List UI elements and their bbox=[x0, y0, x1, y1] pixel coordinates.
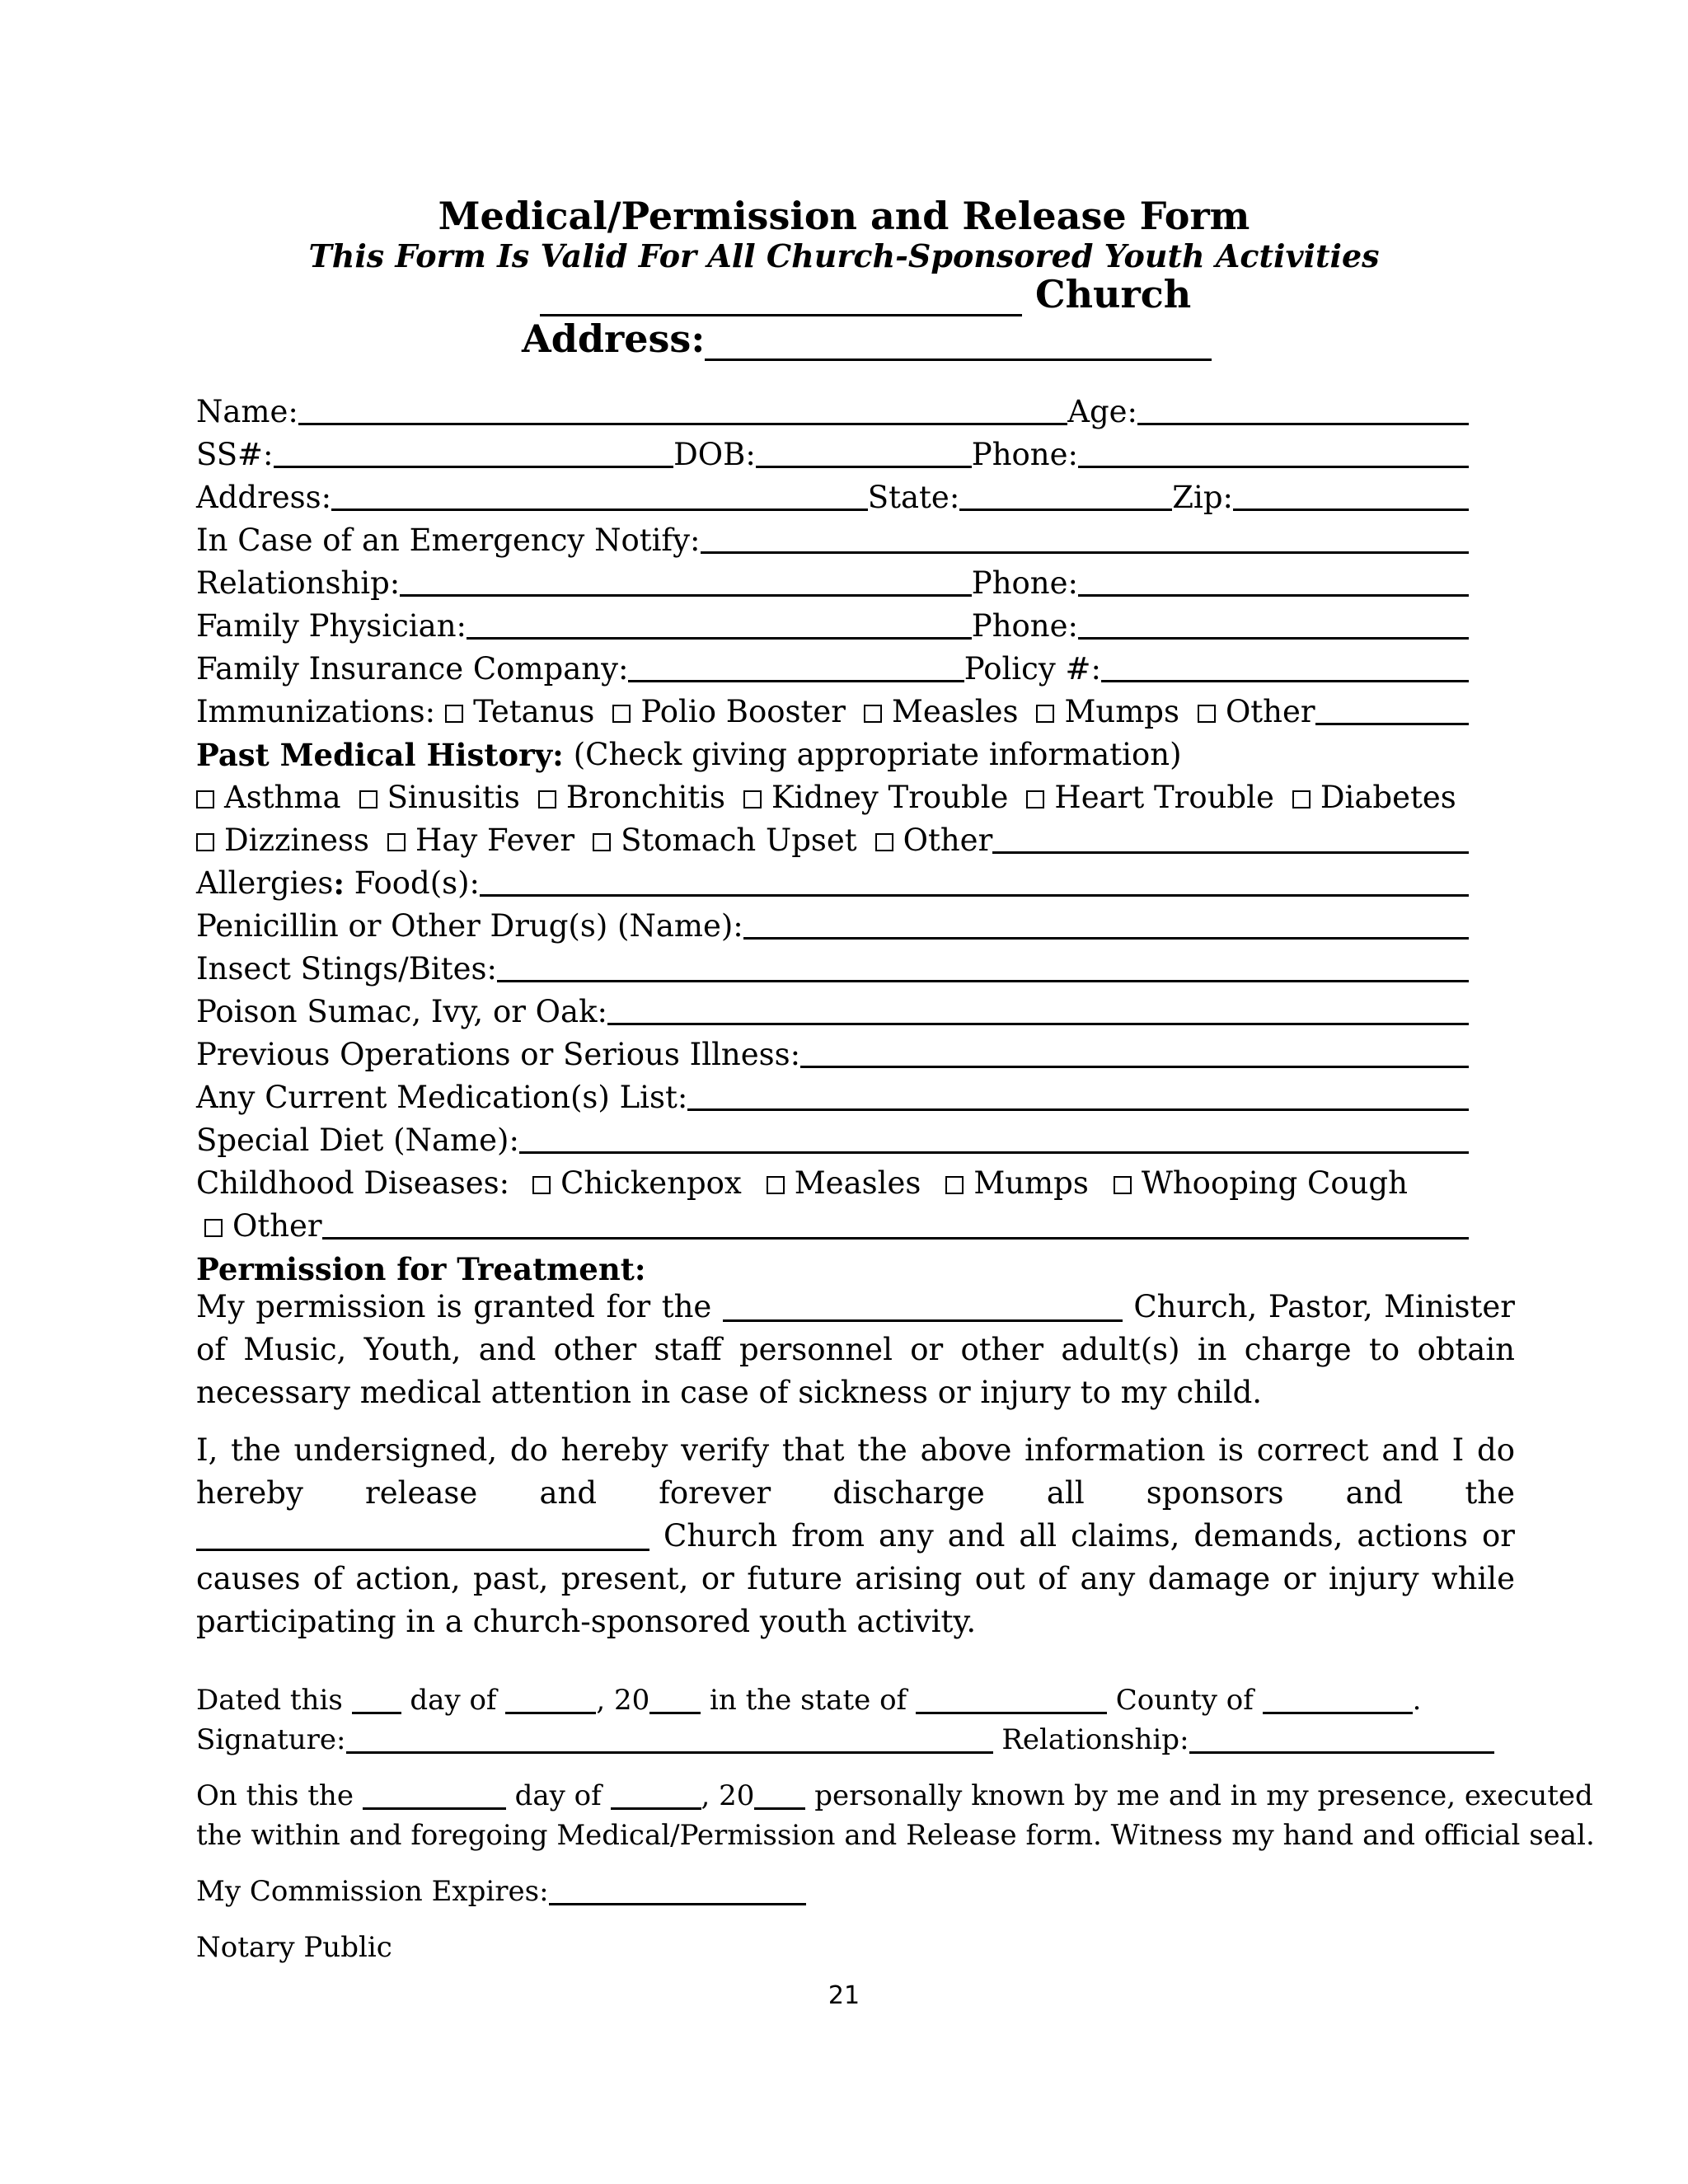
physician-label: Family Physician: bbox=[196, 608, 467, 644]
checkbox-icon[interactable] bbox=[204, 1219, 223, 1237]
emergency-label: In Case of an Emergency Notify: bbox=[196, 523, 701, 558]
insurance-label: Family Insurance Company: bbox=[196, 651, 629, 687]
history-dizziness[interactable]: Dizziness bbox=[196, 823, 369, 859]
relationship-field[interactable] bbox=[400, 561, 972, 597]
drug-row bbox=[196, 902, 1469, 944]
immunization-polio[interactable]: Polio Booster bbox=[612, 694, 846, 730]
dated-month-blank[interactable] bbox=[505, 1682, 596, 1714]
allergies-food-row bbox=[196, 859, 1469, 902]
immunization-other[interactable]: Other bbox=[1198, 694, 1315, 730]
operations-row bbox=[196, 1030, 1469, 1073]
phone-label: Phone: bbox=[971, 437, 1078, 472]
checkbox-icon[interactable] bbox=[387, 833, 406, 851]
notary-line-1: On this the day of , 20 personally known by me and in my presence, executed bbox=[196, 1779, 1593, 1812]
zip-label: Zip: bbox=[1172, 480, 1233, 515]
history-note: (Check giving appropriate information) bbox=[573, 737, 1182, 772]
immunization-tetanus[interactable]: Tetanus bbox=[445, 694, 594, 730]
allergies-colon: : bbox=[333, 865, 345, 902]
childhood-whooping-cough[interactable]: Whooping Cough bbox=[1114, 1165, 1408, 1202]
history-bronchitis[interactable]: Bronchitis bbox=[538, 780, 725, 816]
history-sinusitis[interactable]: Sinusitis bbox=[359, 780, 520, 816]
history-label: Past Medical History: bbox=[196, 737, 564, 773]
childhood-measles[interactable]: Measles bbox=[767, 1165, 921, 1202]
relationship-label: Relationship: bbox=[196, 565, 401, 601]
diet-row bbox=[196, 1116, 1469, 1159]
checkbox-icon[interactable] bbox=[1198, 705, 1216, 723]
phone-label: Phone: bbox=[971, 608, 1078, 644]
immunization-mumps[interactable]: Mumps bbox=[1036, 694, 1179, 730]
zip-field[interactable] bbox=[1233, 476, 1469, 511]
notary-day-blank[interactable] bbox=[363, 1778, 506, 1810]
address-label: Address: bbox=[196, 480, 332, 515]
policy-label: Policy #: bbox=[964, 651, 1101, 687]
signature-line: Signature: Relationship: bbox=[196, 1721, 1494, 1759]
state-field[interactable] bbox=[959, 476, 1172, 511]
notary-month-blank[interactable] bbox=[611, 1778, 701, 1810]
history-diabetes[interactable]: Diabetes bbox=[1292, 780, 1456, 816]
diet-field[interactable] bbox=[519, 1118, 1469, 1154]
childhood-other-field[interactable] bbox=[322, 1204, 1469, 1240]
ss-row bbox=[196, 430, 1469, 473]
church-name-line bbox=[540, 272, 1191, 316]
poison-label: Poison Sumac, Ivy, or Oak: bbox=[196, 994, 607, 1029]
age-label: Age: bbox=[1067, 394, 1137, 429]
history-row-2 bbox=[196, 816, 1469, 859]
dated-state-blank[interactable] bbox=[916, 1682, 1107, 1714]
policy-field[interactable] bbox=[1101, 647, 1469, 682]
physician-field[interactable] bbox=[467, 604, 972, 640]
checkbox-icon[interactable] bbox=[1036, 705, 1054, 723]
drug-label: Penicillin or Other Drug(s) (Name): bbox=[196, 908, 743, 944]
history-asthma[interactable]: Asthma bbox=[196, 780, 341, 816]
dob-field[interactable] bbox=[756, 433, 972, 468]
drug-allergy-field[interactable] bbox=[743, 904, 1469, 940]
phone-field[interactable] bbox=[1078, 433, 1469, 468]
allergies-label: Allergies bbox=[196, 865, 334, 901]
dated-line: Dated this day of , 20 in the state of County of . bbox=[196, 1684, 1422, 1717]
relationship-phone-field[interactable] bbox=[1078, 561, 1469, 597]
immunizations-label: Immunizations: bbox=[196, 694, 436, 729]
age-field[interactable] bbox=[1137, 390, 1469, 425]
phone-label: Phone: bbox=[971, 565, 1078, 601]
church-label: Church bbox=[1035, 272, 1192, 316]
notary-line-2: the within and foregoing Medical/Permission and Release form. Witness my hand and official seal. bbox=[196, 1819, 1595, 1852]
medication-row bbox=[196, 1073, 1469, 1116]
checkbox-icon[interactable] bbox=[532, 1176, 551, 1194]
church-name-blank[interactable] bbox=[540, 278, 1022, 316]
checkbox-icon[interactable] bbox=[1292, 790, 1311, 808]
operations-field[interactable] bbox=[800, 1033, 1469, 1068]
checkbox-icon[interactable] bbox=[196, 790, 214, 808]
operations-label: Previous Operations or Serious Illness: bbox=[196, 1037, 801, 1072]
childhood-label: Childhood Diseases: bbox=[196, 1165, 510, 1201]
church-address-line bbox=[522, 313, 1212, 361]
treatment-heading: Permission for Treatment: bbox=[196, 1251, 646, 1287]
childhood-other-row bbox=[196, 1202, 1469, 1244]
immunization-measles[interactable]: Measles bbox=[864, 694, 1019, 730]
form-subtitle: This Form Is Valid For All Church-Sponsored Youth Activities bbox=[308, 237, 1380, 274]
checkbox-icon[interactable] bbox=[1114, 1176, 1132, 1194]
church-address-label: Address: bbox=[522, 316, 706, 361]
checkbox-icon[interactable] bbox=[612, 705, 631, 723]
checkbox-icon[interactable] bbox=[767, 1176, 785, 1194]
childhood-other[interactable]: Other bbox=[204, 1208, 322, 1244]
church-address-blank[interactable] bbox=[705, 322, 1212, 361]
immunization-other-field[interactable] bbox=[1315, 690, 1469, 725]
history-row-1 bbox=[196, 773, 1469, 816]
insurance-row bbox=[196, 644, 1469, 687]
history-other-field[interactable] bbox=[992, 818, 1469, 854]
history-heart[interactable]: Heart Trouble bbox=[1026, 780, 1273, 816]
notary-year-blank[interactable] bbox=[754, 1778, 805, 1810]
permission-paragraph: My permission is granted for the Church, Pastor, Minister of Music, Youth, and other staff personnel or other adult(s) in charge to obtain necessary medical attention in case of sickness or injury to my child. bbox=[196, 1289, 1515, 1410]
personal-info-section bbox=[196, 387, 1469, 1287]
release-church-blank[interactable] bbox=[196, 1519, 649, 1551]
commission-blank[interactable] bbox=[549, 1873, 806, 1905]
commission-line: My Commission Expires: bbox=[196, 1872, 806, 1910]
poison-allergy-field[interactable] bbox=[607, 990, 1469, 1025]
physician-row bbox=[196, 602, 1469, 644]
history-kidney[interactable]: Kidney Trouble bbox=[743, 780, 1008, 816]
insect-allergy-field[interactable] bbox=[497, 947, 1469, 982]
permission-church-blank[interactable] bbox=[723, 1290, 1123, 1322]
emergency-field[interactable] bbox=[701, 518, 1470, 554]
diet-label: Special Diet (Name): bbox=[196, 1122, 519, 1158]
checkbox-icon[interactable] bbox=[445, 705, 463, 723]
poison-row bbox=[196, 987, 1469, 1030]
childhood-chickenpox[interactable]: Chickenpox bbox=[532, 1165, 742, 1202]
dated-day-blank[interactable] bbox=[352, 1682, 401, 1714]
childhood-mumps[interactable]: Mumps bbox=[945, 1165, 1088, 1202]
name-label: Name: bbox=[196, 394, 298, 429]
history-stomach[interactable]: Stomach Upset bbox=[593, 823, 857, 859]
immunizations-row bbox=[196, 687, 1469, 730]
release-paragraph: I, the undersigned, do hereby verify that the above information is correct and I do hereby release and forever discharge all sponsors and the Church from any and all claims, demands, actions or causes of action, past, present, or future arising out of any damage or injury while participating in a church-sponsored youth activity. bbox=[196, 1432, 1515, 1639]
signature-blank[interactable] bbox=[346, 1722, 993, 1754]
state-label: State: bbox=[867, 480, 960, 515]
dated-year-blank[interactable] bbox=[649, 1682, 701, 1714]
address-row bbox=[196, 473, 1469, 516]
checkbox-icon[interactable] bbox=[864, 705, 882, 723]
dated-county-blank[interactable] bbox=[1263, 1682, 1413, 1714]
history-other[interactable]: Other bbox=[875, 823, 993, 859]
dob-label: DOB: bbox=[673, 437, 756, 472]
treatment-heading-row bbox=[196, 1244, 1469, 1287]
form-title: Medical/Permission and Release Form bbox=[438, 194, 1250, 238]
medication-label: Any Current Medication(s) List: bbox=[196, 1080, 688, 1115]
address-field[interactable] bbox=[331, 476, 868, 511]
history-heading-row bbox=[196, 730, 1469, 773]
checkbox-icon[interactable] bbox=[743, 790, 762, 808]
childhood-row bbox=[196, 1159, 1469, 1202]
insect-label: Insect Stings/Bites: bbox=[196, 951, 497, 987]
page-number: 21 bbox=[828, 1981, 860, 2010]
food-label: Food(s): bbox=[345, 865, 481, 901]
checkbox-icon[interactable] bbox=[1026, 790, 1044, 808]
insect-row bbox=[196, 944, 1469, 987]
history-hay-fever[interactable]: Hay Fever bbox=[387, 823, 574, 859]
name-field[interactable] bbox=[298, 390, 1067, 425]
food-allergy-field[interactable] bbox=[480, 861, 1469, 897]
notary-public-label: Notary Public bbox=[196, 1931, 392, 1964]
checkbox-icon[interactable] bbox=[875, 833, 893, 851]
checkbox-icon[interactable] bbox=[945, 1176, 964, 1194]
relationship-row bbox=[196, 559, 1469, 602]
emergency-row bbox=[196, 516, 1469, 559]
insurance-field[interactable] bbox=[628, 647, 964, 682]
physician-phone-field[interactable] bbox=[1078, 604, 1469, 640]
name-row bbox=[196, 387, 1469, 430]
checkbox-icon[interactable] bbox=[593, 833, 611, 851]
checkbox-icon[interactable] bbox=[196, 833, 214, 851]
checkbox-icon[interactable] bbox=[538, 790, 556, 808]
medication-field[interactable] bbox=[687, 1076, 1469, 1111]
ss-field[interactable] bbox=[274, 433, 674, 468]
ss-label: SS#: bbox=[196, 437, 274, 472]
signature-relationship-blank[interactable] bbox=[1189, 1722, 1494, 1754]
checkbox-icon[interactable] bbox=[359, 790, 377, 808]
